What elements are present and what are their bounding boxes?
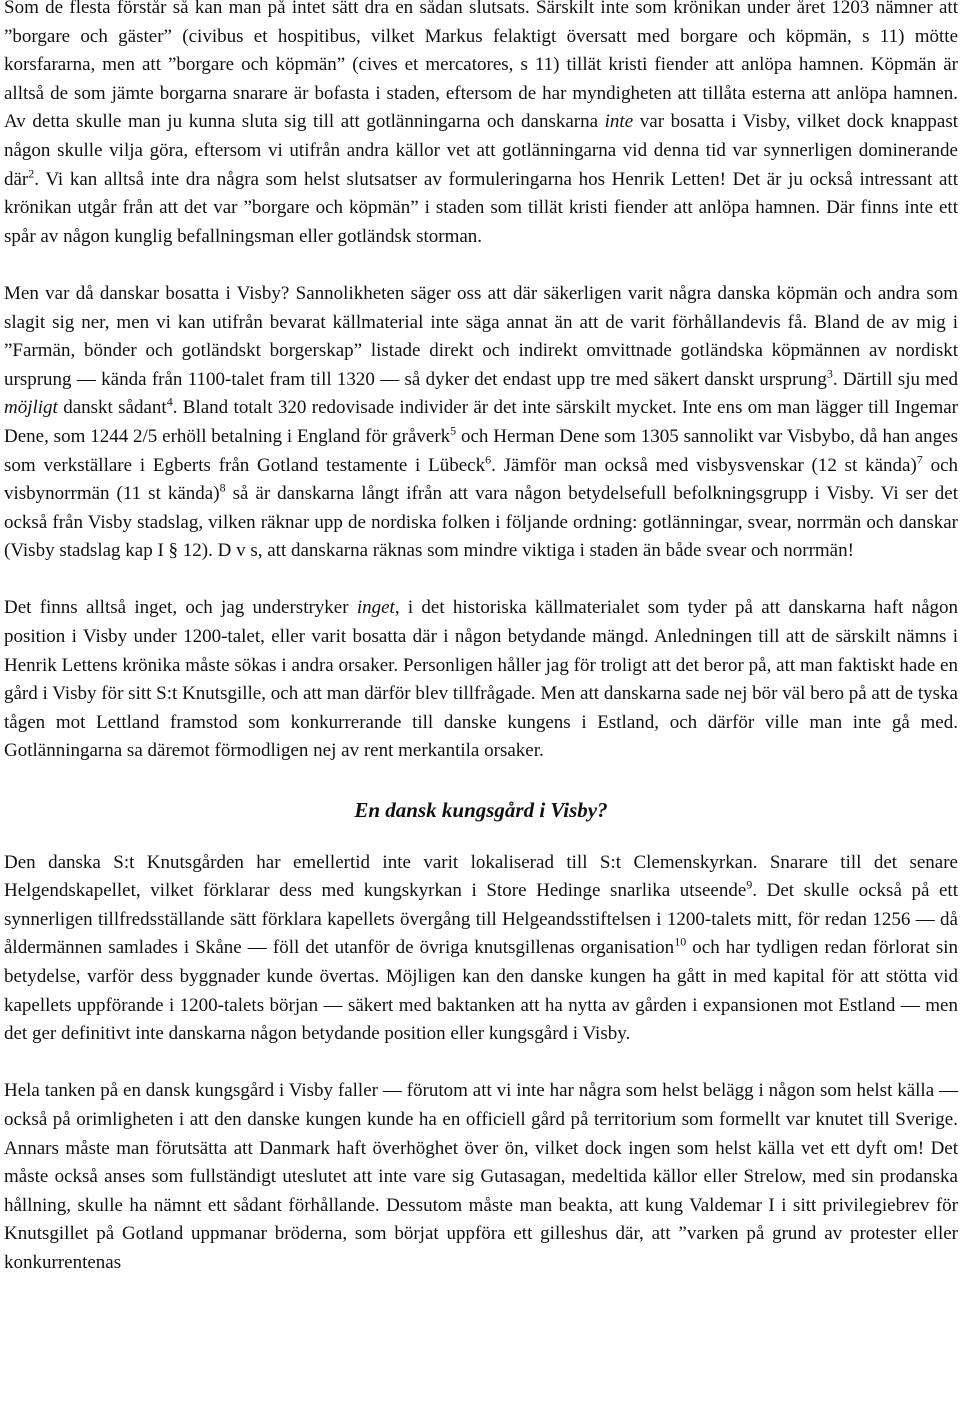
footnote-ref: 6	[485, 452, 492, 467]
emphasis-text: inget	[356, 597, 395, 619]
text-run: . Det skulle också på ett synnerligen tillfredsställande sätt förklara kapellets övergång till Helgeandsstiftelsen i 1200-talets mitt, för redan 1256 — då åldermännen samlades i Skåne — föll det utanför de övriga knutsgillenas organisation	[4, 880, 958, 959]
text-run: . Bland totalt 320 redovisade individer är det inte särskilt mycket. Inte ens om man lägger till Ingemar Dene, som 1244 2/5 erhöll betalning i England för gråverk	[4, 397, 958, 447]
footnote-ref: 8	[219, 480, 226, 495]
paragraph-2	[4, 280, 958, 566]
footnote-ref: 5	[450, 423, 457, 438]
paragraph-3	[4, 594, 958, 766]
footnote-ref: 7	[916, 452, 923, 467]
paragraph-1	[4, 0, 958, 251]
text-run: , i det historiska källmaterialet som tyder på att danskarna haft någon position i Visby under 1200-talet, eller varit bosatta där i någon betydande mängd. Anledningen till att de särskilt nämns i Henrik Lettens krönika måste sökas i andra orsaker. Personligen håller jag för troligt att det beror på, att man faktiskt hade en gård i Visby för sitt S:t Knutsgille, och att man därför blev tillfrågade. Men att danskarna sade nej bör väl bero på att de tyska tågen mot Lettland framstod som konkurrerande till danske kungens i Estland, och därför ville man inte gå med. Gotlänningarna sa däremot förmodligen nej av rent merkantila orsaker.	[4, 597, 958, 762]
footnote-ref: 4	[166, 394, 173, 409]
text-run: var bosatta i Visby, vilket dock knappast någon skulle vilja göra, eftersom vi utifrån andra källor vet att gotlänningarna vid denna tid var synnerligen dominerande där	[4, 111, 959, 190]
text-run: Det finns alltså inget, och jag understryker	[4, 597, 357, 619]
text-run: . Jämför man också med visbysvenskar (12 st kända)	[491, 454, 917, 476]
text-run: och visbynorrmän (11 st kända)	[4, 454, 959, 505]
text-run: och Herman Dene som 1305 sannolikt var Visbybo, då han anges som verkställare i Egberts från Gotland testamente i Lübeck	[4, 425, 958, 476]
text-run: . Vi kan alltså inte dra några som helst slutsatser av formuleringarna hos Henrik Letten! Det är ju också intressant att krönikan utgår från att det var ”borgare och köpmän” i staden som tillät kristi fiender att anlöpa hamnen. Där finns inte ett spår av någon kunglig befallningsman eller gotländsk storman.	[4, 168, 958, 247]
footnote-ref: 3	[826, 366, 833, 381]
section-heading: En dansk kungsgård i Visby?	[354, 797, 608, 822]
text-run: så är danskarna långt ifrån att vara någon betydelsefull befolkningsgrupp i Visby. Vi ser det också från Visby stadslag, vilken räknar upp de nordiska folken i följande ordning: gotlänningar, svear, norrmän och danskar (Visby stadslag kap I § 12). D v s, att danskarna räknas som mindre viktiga i staden än både svear och norrmän!	[4, 483, 959, 562]
text-run: Men var då danskar bosatta i Visby? Sannolikheten säger oss att där säkerligen varit några danska köpmän och andra som slagit sig ner, men vi kan utifrån bevarat källmaterial inte säga annat än att de varit förhållandevis få. Bland de av mig i ”Farmän, bönder och gotländskt borgerskap” listade direkt och indirekt omvittnade gotländska köpmännen av nordiskt ursprung — kända från 1100-talet fram till 1320 — så dyker det endast upp tre med säkert danskt ursprung	[4, 282, 958, 390]
paragraph-5	[4, 1077, 958, 1277]
emphasis-text: möjligt	[4, 397, 58, 419]
text-run: danskt sådant	[57, 397, 167, 419]
text-run: Som de flesta förstår så kan man på intet sätt dra en sådan slutsats. Särskilt inte som krönikan under året 1203 nämner att ”borgare och gäster” (civibus et hospitibus, vilket Markus felaktigt översatt med borgare och köpmän, s 11) mötte korsfararna, men att ”borgare och köpmän” (cives et mercatores, s 11) tillät kristi fiender att anlöpa hamnen. Köpmän är alltså de som jämte borgarna snarare är bofasta i staden, eftersom de har myndigheten att tillåta esterna att anlöpa hamnen. Av detta skulle man ju kunna sluta sig till att gotlänningarna och danskarna	[4, 0, 958, 133]
footnote-ref: 9	[746, 877, 753, 892]
text-run: . Därtill sju med	[832, 368, 958, 390]
footnote-ref: 2	[28, 166, 35, 181]
emphasis-text: inte	[604, 111, 634, 133]
text-run: Hela tanken på en dansk kungsgård i Visby faller — förutom att vi inte har några som helst belägg i någon som helst källa — också på orimligheten i att den danske kungen kunde ha en officiell gård på territorium som formellt var knutet till Sverige. Annars måste man förutsätta att Danmark haft överhöghet över ön, vilket dock ingen som helst källa vet ett dyft om! Det måste också anses som fullständigt uteslutet att inte vare sig Gutasagan, medeltida källor eller Strelow, med sin prodanska hållning, skulle ha nämnt ett sådant förhållande. Dessutom måste man beakta, att kung Valdemar I i sitt privilegiebrev för Knutsgillet på Gotland uppmanar bröderna, som börjat uppföra ett gilleshus där, att ”varken på grund av protester eller konkurrentenas	[4, 1080, 958, 1273]
text-run: och har tydligen redan förlorat sin betydelse, varför dess byggnader kunde övertas. Möjligen kan den danske kungen ha gått in med kapital för att stötta vid kapellets uppförande i 1200-talets början — säkert med baktanken att ha nytta av gården i expansionen mot Estland — men det ger definitivt inte danskarna någon betydande position eller kungsgård i Visby.	[4, 937, 958, 1045]
text-run: Den danska S:t Knutsgården har emellertid inte varit lokaliserad till S:t Clemenskyrkan. Snarare till det senare Helgendskapellet, vilket förklarar dess med kungskyrkan i Store Hedinge snarlika utseende	[4, 851, 958, 902]
footnote-ref: 10	[674, 935, 687, 950]
paragraph-4	[4, 849, 958, 1049]
